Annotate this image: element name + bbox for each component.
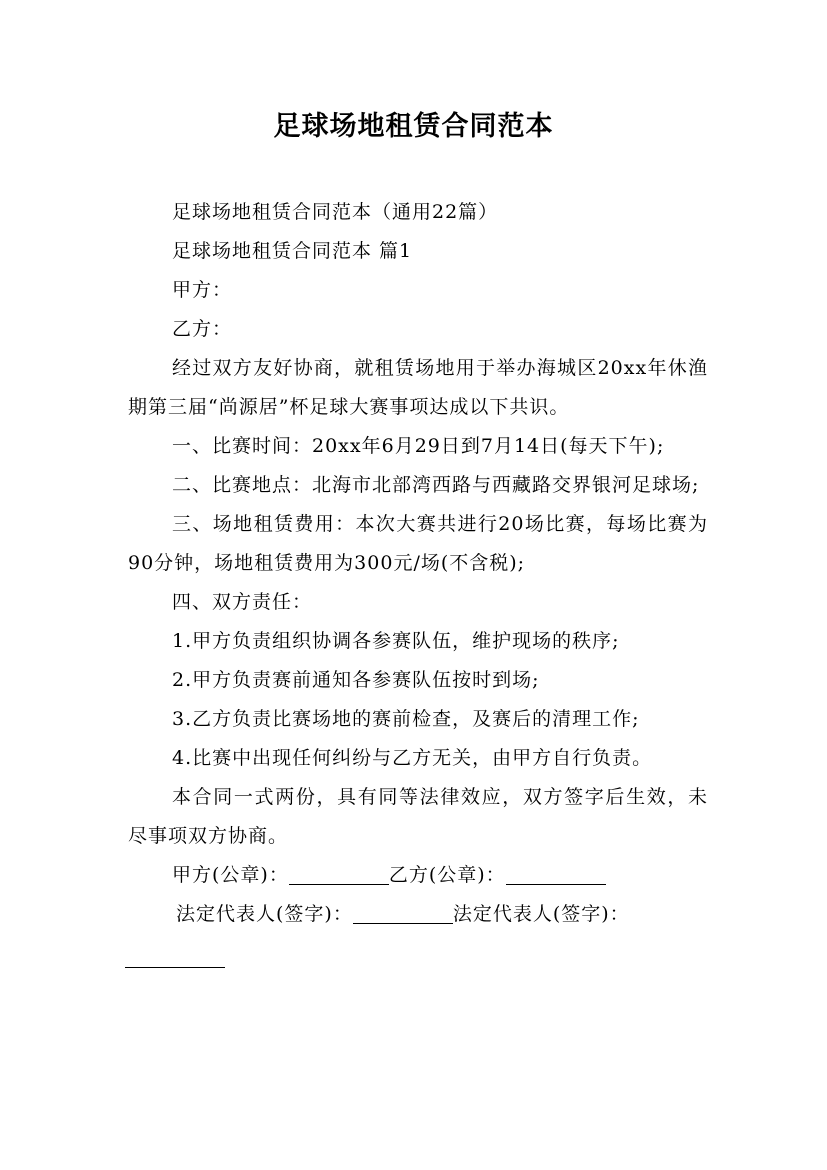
paragraph-intro: 经过双方友好协商，就租赁场地用于举办海城区20xx年休渔期第三届“尚源居”杯足球大赛事项达成以下共识。: [128, 357, 708, 418]
rep-b-label: 法定代表人(签字)：: [452, 903, 630, 925]
paragraph-clause-3: 三、场地租赁费用：本次大赛共进行20场比赛，每场比赛为90分钟，场地租赁费用为300元/场(不含税);: [128, 513, 708, 574]
signature-rep-line: [128, 895, 708, 934]
paragraph-duty-2: 2.甲方负责赛前通知各参赛队伍按时到场;: [172, 669, 540, 691]
rep-a-blank: [353, 904, 453, 924]
paragraph-duty-3: 3.乙方负责比赛场地的赛前检查，及赛后的清理工作;: [172, 708, 640, 730]
paragraph-subtitle: 足球场地租赁合同范本（通用22篇）: [172, 201, 499, 223]
party-b-seal-blank: [506, 865, 606, 885]
paragraph-closing: 本合同一式两份，具有同等法律效应，双方签字后生效，未尽事项双方协商。: [128, 786, 708, 847]
document-title: 足球场地租赁合同范本: [273, 111, 554, 142]
rep-a-label: 法定代表人(签字)：: [176, 903, 353, 925]
party-b-seal-label: 乙方(公章)：: [388, 864, 506, 886]
paragraph-clause-2: 二、比赛地点：北海市北部湾西路与西藏路交界银河足球场;: [172, 474, 700, 496]
party-a-seal-blank: [289, 865, 389, 885]
signature-rep-b-line: [128, 934, 708, 973]
paragraph-duty-1: 1.甲方负责组织协调各参赛队伍，维护现场的秩序;: [172, 630, 620, 652]
paragraph-party-b: 乙方：: [172, 318, 233, 340]
signature-seal-line: [128, 856, 708, 895]
document-body: [128, 193, 708, 973]
rep-b-blank: [125, 948, 225, 968]
party-a-seal-label: 甲方(公章)：: [172, 864, 289, 886]
paragraph-section-heading: 足球场地租赁合同范本 篇1: [172, 240, 413, 262]
paragraph-duty-4: 4.比赛中出现任何纠纷与乙方无关，由甲方自行负责。: [172, 747, 653, 769]
paragraph-clause-4: 四、双方责任：: [172, 591, 313, 613]
paragraph-clause-1: 一、比赛时间：20xx年6月29日到7月14日(每天下午);: [172, 435, 665, 457]
paragraph-party-a: 甲方：: [172, 279, 233, 301]
